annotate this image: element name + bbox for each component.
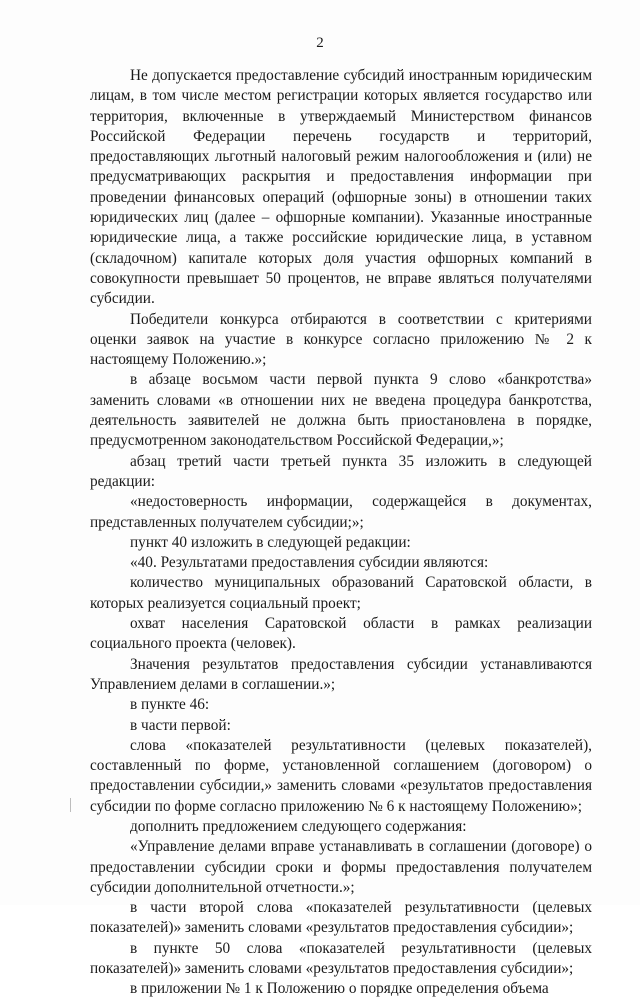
paragraph-part-one-replacement: слова «показателей результативности (целевых показателей), составленный по форме, установленной соглашением (договором) о предоставлении субсидии,» заменить словами «результатов предоставления субсидии по форме согласно приложению № 6 к настоящему Положению»; <box>90 736 592 815</box>
paragraph-item-35-heading: абзац третий части третьей пункта 35 изложить в следующей редакции: <box>90 452 592 490</box>
paragraph-part-one-heading: в части первой: <box>130 716 231 734</box>
paragraph-result-municipalities: количество муниципальных образований Саратовской области, в которых реализуется социальный проект; <box>90 574 592 612</box>
page-number: 2 <box>316 35 324 51</box>
paragraph-item-35-text: «недостоверность информации, содержащейся в документах, представленных получателем субсидии;»; <box>90 493 592 531</box>
paragraph-item-50-replacement: в пункте 50 слова «показателей результативности (целевых показателей)» заменить словами «результатов предоставления субсидии»; <box>90 939 592 978</box>
paragraph-item-46-heading: в пункте 46: <box>130 696 210 714</box>
paragraph-result-coverage: охват населения Саратовской области в рамках реализации социального проекта (человек). <box>90 615 592 653</box>
paragraph-item-40-heading: пункт 40 изложить в следующей редакции: <box>130 533 411 551</box>
paragraph-add-sentence-text: «Управление делами вправе устанавливать в соглашении (договоре) о предоставлении субсидии сроки и формы предоставления получателем субсидии дополнительной отчетности.»; <box>90 838 592 896</box>
paragraph-item-9-amendment: в абзаце восьмом части первой пункта 9 слово «банкротства» заменить словами «в отношении них не введена процедура банкротства, деятельность заявителей не должна быть приостановлена в порядке, предусмотренном законодательством Российской Федерации,»; <box>90 371 592 450</box>
paragraph-offshore-restriction: Не допускается предоставление субсидий иностранным юридическим лицам, в том числе местом регистрации которых является государство или территория, включенные в утверждаемый Министерством финансов Российской Федерации перечень государств и территорий, предоставляющих льготный налоговый режим налогообложения и (или) не предусматривающих раскрытия и предоставления информации при проведении финансовых операций (офшорные зоны) в отношении таких юридических лиц (далее – офшорные компании). Указанные иностранные юридические лица, а также российские юридические лица, в уставном (складочном) капитале которых доля участия офшорных компаний в совокупности превышает 50 процентов, не вправе являться получателями субсидии. <box>90 67 592 308</box>
paragraph-add-sentence-heading: дополнить предложением следующего содержания: <box>130 817 467 835</box>
document-body <box>90 66 592 1000</box>
paragraph-part-two-replacement: в части второй слова «показателей результативности (целевых показателей)» заменить словами «результатов предоставления субсидии»; <box>90 899 592 937</box>
paragraph-contest-winners: Победители конкурса отбираются в соответствии с критериями оценки заявок на участие в конкурсе согласно приложению № 2 к настоящему Положению.»; <box>90 310 592 369</box>
paragraph-result-values: Значения результатов предоставления субсидии устанавливаются Управлением делами в соглашении.»; <box>90 655 592 693</box>
scan-artifact <box>70 798 71 812</box>
paragraph-appendix-1: в приложении № 1 к Положению о порядке определения объема <box>130 980 549 998</box>
paragraph-item-40-text: «40. Результатами предоставления субсидии являются: <box>130 554 489 572</box>
